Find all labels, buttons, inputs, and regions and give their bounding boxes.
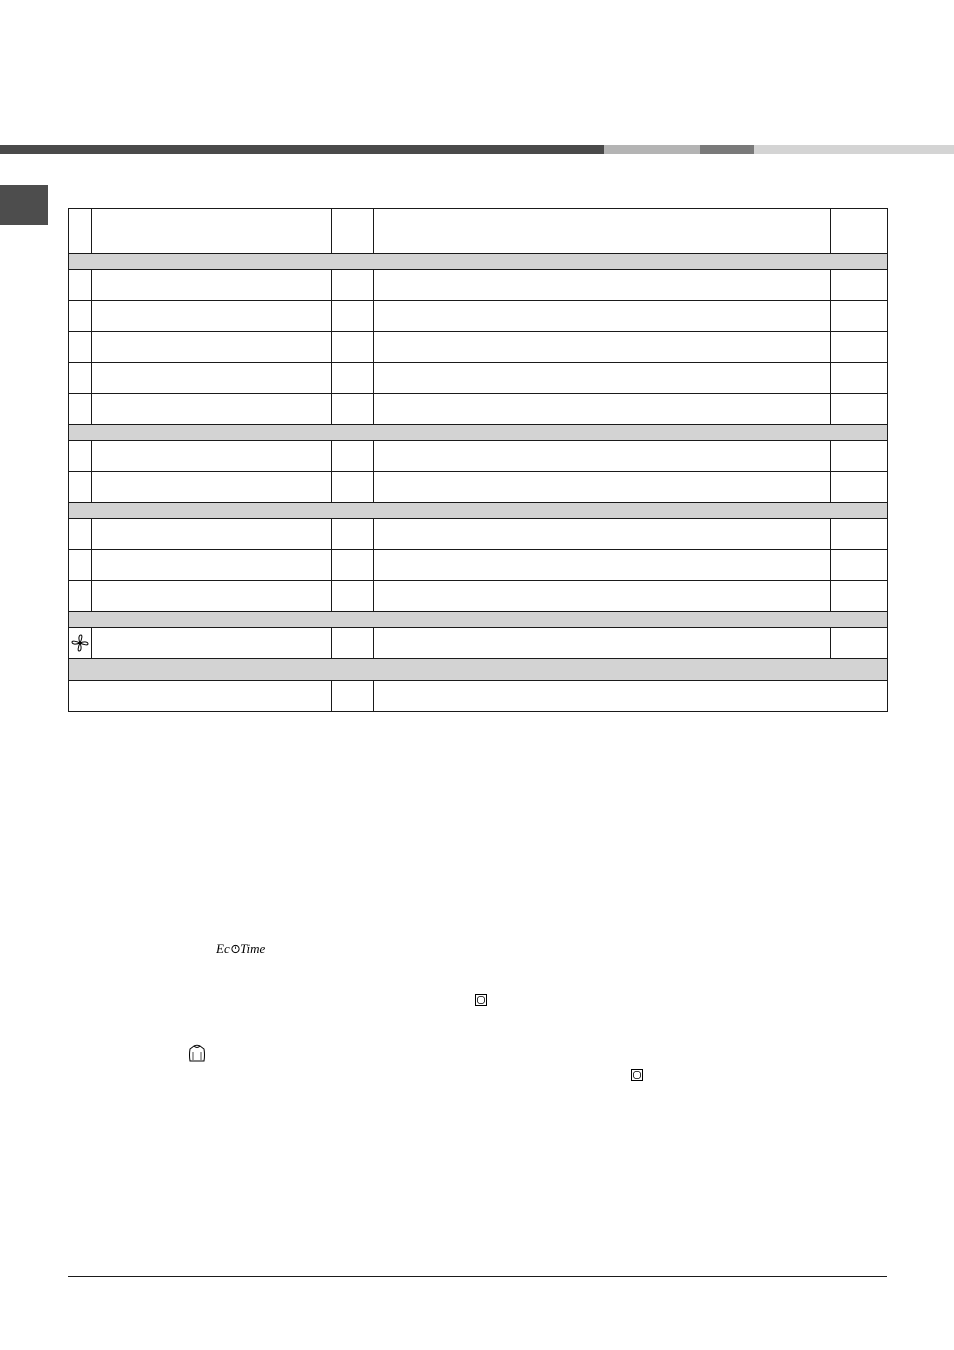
table-row: [69, 659, 888, 681]
table-cell-3: [374, 472, 831, 503]
table-cell-0: [69, 628, 92, 659]
table-cell-1: [92, 472, 332, 503]
section-header-cell: [69, 425, 888, 441]
header-bar-dark: [0, 145, 604, 154]
table-cell-4: [831, 301, 888, 332]
table-cell-4: [831, 581, 888, 612]
shirt-icon: [188, 1044, 206, 1064]
table-cell-1: [92, 550, 332, 581]
table-row: [69, 332, 888, 363]
table-row: [69, 270, 888, 301]
table-row: [69, 363, 888, 394]
table-cell-1: [92, 581, 332, 612]
table-cell-0: [69, 332, 92, 363]
table-cell-4: [831, 394, 888, 425]
square-icon: [631, 1069, 643, 1081]
table-cell-3: [374, 441, 831, 472]
table-row: [69, 612, 888, 628]
table-cell-3: [374, 270, 831, 301]
table-cell-4: [831, 332, 888, 363]
fan-icon: [70, 633, 90, 653]
header-cell-3: [374, 209, 831, 254]
table-cell-2: [332, 270, 374, 301]
table-cell-2: [332, 472, 374, 503]
table-cell-0: [69, 301, 92, 332]
table-cell-3: [374, 581, 831, 612]
table-cell-4: [831, 363, 888, 394]
header-cell-2: [332, 209, 374, 254]
table-cell-1: [92, 628, 332, 659]
table-cell-3: [374, 301, 831, 332]
table-cell-1: [92, 394, 332, 425]
wash-cycles-table: [68, 208, 888, 712]
table-row: [69, 503, 888, 519]
table-cell-3: [374, 332, 831, 363]
table-row: [69, 681, 888, 712]
svg-text:Ec: Ec: [216, 941, 230, 956]
table-cell-2: [332, 301, 374, 332]
table-row: [69, 394, 888, 425]
table-cell-0: [69, 472, 92, 503]
table-cell-1: [92, 519, 332, 550]
table-row: [69, 209, 888, 254]
table-row: [69, 550, 888, 581]
table-cell-1: [92, 301, 332, 332]
footer-cell-label: [69, 681, 332, 712]
table-cell-1: [92, 441, 332, 472]
table-cell-1: [92, 332, 332, 363]
table-cell-2: [332, 394, 374, 425]
table-cell-4: [831, 550, 888, 581]
header-cell-1: [92, 209, 332, 254]
table-cell-4: [831, 270, 888, 301]
table-cell-3: [374, 363, 831, 394]
table-row: [69, 425, 888, 441]
table-cell-1: [92, 270, 332, 301]
table-row: [69, 581, 888, 612]
section-header-cell: [69, 612, 888, 628]
table-row: [69, 472, 888, 503]
table-cell-4: [831, 472, 888, 503]
footer-cell-notes: [374, 681, 888, 712]
footer-cell-value: [332, 681, 374, 712]
header-cell-0: [69, 209, 92, 254]
table-row: [69, 628, 888, 659]
table-cell-2: [332, 441, 374, 472]
table-cell-2: [332, 628, 374, 659]
section-header-cell: [69, 659, 888, 681]
table-cell-1: [92, 363, 332, 394]
section-header-cell: [69, 254, 888, 270]
section-header-cell: [69, 503, 888, 519]
table-cell-3: [374, 519, 831, 550]
svg-text:Time: Time: [240, 941, 266, 956]
table-cell-2: [332, 363, 374, 394]
header-bar-light: [604, 145, 700, 154]
table-cell-4: [831, 441, 888, 472]
table-cell-0: [69, 270, 92, 301]
table-row: [69, 441, 888, 472]
header-bar-pale: [754, 145, 954, 154]
table-cell-3: [374, 628, 831, 659]
header-bar-mid: [700, 145, 754, 154]
table-cell-0: [69, 363, 92, 394]
table-row: [69, 519, 888, 550]
table-cell-2: [332, 581, 374, 612]
table-cell-3: [374, 550, 831, 581]
table-row: [69, 254, 888, 270]
table-cell-0: [69, 550, 92, 581]
table-cell-0: [69, 581, 92, 612]
table-cell-4: [831, 628, 888, 659]
language-tab: [0, 185, 48, 225]
table-cell-2: [332, 519, 374, 550]
table-cell-3: [374, 394, 831, 425]
footer-rule: [68, 1276, 887, 1277]
table-cell-2: [332, 332, 374, 363]
table-cell-0: [69, 394, 92, 425]
table-cell-0: [69, 441, 92, 472]
table-cell-4: [831, 519, 888, 550]
table-row: [69, 301, 888, 332]
ecotime-logo: [216, 939, 270, 959]
square-icon: [475, 994, 487, 1006]
table-cell-2: [332, 550, 374, 581]
header-cell-4: [831, 209, 888, 254]
table-cell-0: [69, 519, 92, 550]
